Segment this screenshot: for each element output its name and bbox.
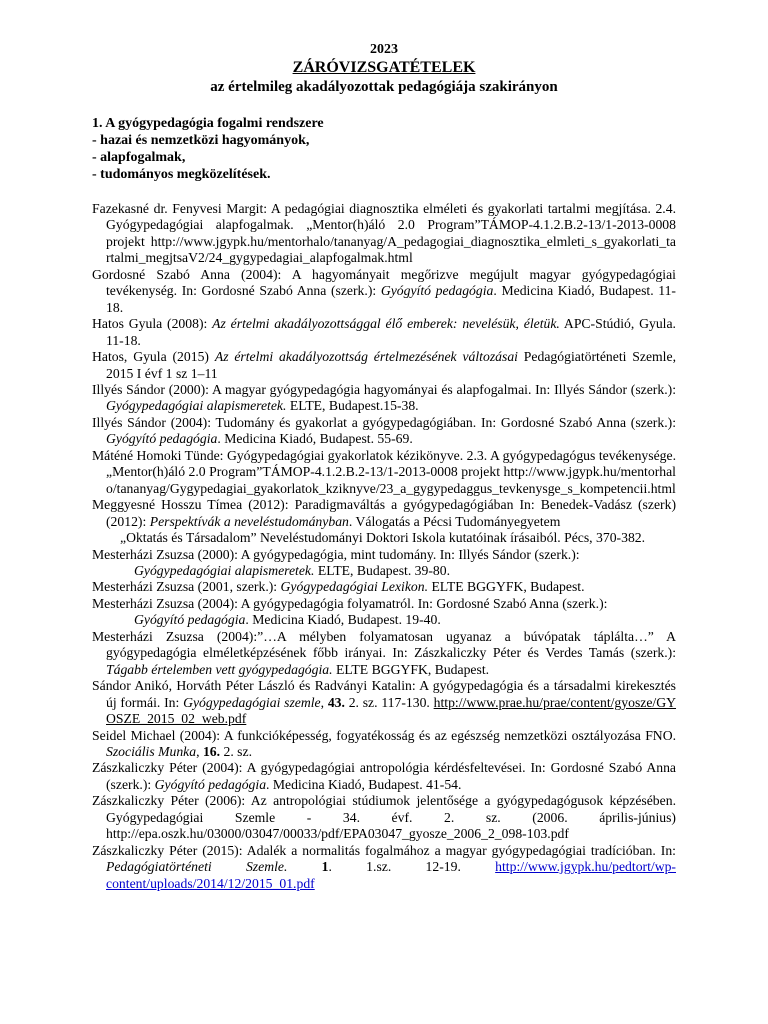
reference-volume: 43. [327, 694, 345, 710]
reference-text: Illyés Sándor (2004): Tudomány és gyakorlat a gyógypedagógiában. In: Gordosné Szabó Anna (szerk.): [92, 414, 676, 430]
reference-text: . Medicina Kiadó, Budapest. 11-18. [106, 283, 676, 315]
reference-text [287, 859, 321, 874]
reference-text: Mesterházi Zsuzsa (2000): A gyógypedagógia, mint tudomány. In: Illyés Sándor (szerk.): [92, 546, 580, 562]
reference-text: ELTE BGGYFK, Budapest. [428, 579, 585, 595]
topic-point: - tudományos megközelítések. [92, 167, 271, 182]
year-heading: 2023 [370, 42, 398, 57]
reference-entry [92, 382, 676, 415]
reference-text: Meggyesné Hosszu Tímea (2012): Paradigmaváltás a gyógypedagógiában In: Benedek-Vadász (szerk) (2012): [92, 497, 676, 529]
reference-text: . Válogatás a Pécsi Tudományegyetem [348, 513, 561, 529]
reference-text: Gordosné Szabó Anna (2004): A hagyományait megőrizve megújult magyar gyógypedagógiai tevékenység. In: Gordosné Szabó Anna (szerk.): [92, 266, 676, 299]
reference-text: . Medicina Kiadó, Budapest. 19-40. [245, 612, 441, 628]
reference-text: Hatos, Gyula (2015) [92, 349, 215, 365]
reference-source-title: Gyógyító pedagógia [380, 283, 494, 299]
reference-source-title: Gyógypedagógiai szemle [183, 694, 321, 710]
topic-block [92, 115, 676, 183]
reference-entry [92, 547, 676, 580]
reference-link[interactable]: http://www.jgypk.hu/pedtort/wp- [495, 859, 676, 875]
reference-entry [92, 843, 676, 892]
reference-source-title: Tágabb értelemben vett gyógypedagógia. [106, 661, 333, 677]
reference-text: ELTE BGGYFK, Budapest. [332, 661, 490, 677]
reference-text: Zászkaliczky Péter (2004): A gyógypedagógiai antropológia kérdésfeltevései. In: Gordosné Szabó Anna (szerk.): [92, 760, 676, 792]
reference-entry [92, 497, 676, 546]
reference-entry [92, 596, 676, 629]
reference-text: Hatos Gyula (2008): [92, 316, 213, 332]
reference-source-title: Gyógypedagógiai alapismeretek. [134, 562, 315, 578]
reference-text: Pedagógiatörténeti Szemle, 2015 I évf 1 sz 1–11 [106, 349, 676, 381]
reference-entry [92, 316, 676, 349]
reference-text: APC-Stúdió, Gyula. 11-18. [106, 316, 676, 348]
reference-text: Seidel Michael (2004): A funkcióképesség, fogyatékosság és az egészség nemzetközi osztályozása FNO. [92, 727, 676, 743]
reference-text: ELTE, Budapest. 39-80. [314, 562, 451, 578]
reference-entry [92, 760, 676, 793]
reference-text: 2. sz. 117-130. [344, 694, 434, 710]
reference-text: , [320, 694, 328, 710]
reference-source-title: Az értelmi akadályozottsággal élő emberek: nevelésük, életük. [212, 316, 560, 332]
topic-point: - hazai és nemzetközi hagyományok, [92, 133, 310, 148]
reference-text: Fazekasné dr. Fenyvesi Margit: A pedagógiai diagnosztika elméleti és gyakorlati tartalmi megjítása. 2.4. Gyógypedagógiai alapfogalmak. „Mentor(h)áló 2.0 Program”TÁMOP-4.1.2.B.2-13/1-2013-0008 projekt [92, 201, 676, 249]
reference-entry [92, 728, 676, 761]
reference-entry [92, 629, 676, 678]
reference-text: . 1.sz. 12-19. [328, 859, 496, 875]
reference-entry [92, 793, 676, 842]
reference-entry [92, 415, 676, 448]
reference-entry [92, 201, 676, 267]
reference-source-title: Gyógyító pedagógia [106, 431, 218, 447]
topic-title: 1. A gyógypedagógia fogalmi rendszere [92, 116, 324, 131]
reference-text: ELTE, Budapest.15-38. [286, 398, 419, 414]
reference-entry [92, 579, 676, 595]
reference-text: . Medicina Kiadó, Budapest. 55-69. [217, 431, 413, 447]
reference-entry [92, 349, 676, 382]
reference-text: Mesterházi Zsuzsa (2004):”…A mélyben folyamatosan ugyanaz a búvópatak táplálta…” A gyógypedagógia elméletképzésének főbb irányai. In: Zászkaliczky Péter és Verdes Tamás (szerk.): [92, 628, 676, 661]
reference-text: Mesterházi Zsuzsa (2001, szerk.): [92, 579, 281, 595]
reference-url: http://www.jgypk.hu/mentorhalo/tananyag/A_pedagogiai_diagnosztika_elmleti_s_gyakorlati_tartalmi_megjtsaV2/24_gygypedagiai_alapfogalmak.html [106, 233, 676, 266]
reference-source-title: Perspektívák a neveléstudományban [149, 513, 349, 529]
document-title: ZÁRÓVIZSGATÉTELEK [292, 59, 476, 76]
reference-list [92, 201, 676, 892]
reference-entry [92, 448, 676, 497]
topic-point: - alapfogalmak, [92, 150, 186, 165]
document-subtitle: az értelmileg akadályozottak pedagógiája szakirányon [210, 79, 558, 95]
reference-link[interactable]: content/uploads/2014/12/2015_01.pdf [106, 875, 315, 891]
reference-text: Illyés Sándor (2000): A magyar gyógypedagógia hagyományai és alapfogalmai. In: Illyés Sándor (szerk.): [92, 381, 676, 397]
reference-source-title: Gyógyító pedagógia [134, 612, 246, 628]
reference-text: Máténé Homoki Tünde: Gyógypedagógiai gyakorlatok kézikönyve. 2.3. A gyógypedagógus tevékenysége. „Mentor(h)áló 2.0 Program”TÁMOP-4.1.2.B.2-13/1-2013-0008 projekt [92, 447, 676, 480]
reference-source-title: Pedagógiatörténeti Szemle. [106, 859, 288, 875]
reference-url: http://www.prae.hu/prae/content/gyosze/GYOSZE_2015_02_web.pdf [106, 694, 677, 727]
reference-volume: 1 [321, 859, 329, 875]
reference-entry [92, 267, 676, 316]
reference-text: Mesterházi Zsuzsa (2004): A gyógypedagógia folyamatról. In: Gordosné Szabó Anna (szerk.): [92, 595, 608, 611]
reference-source-title: Gyógypedagógiai Lexikon. [280, 579, 429, 595]
reference-text: , [196, 743, 203, 759]
document-page [92, 40, 676, 892]
reference-text: . Medicina Kiadó, Budapest. 41-54. [266, 776, 462, 792]
reference-url: http://www.jgypk.hu/mentorhalo/tananyag/Gygypedagiai_gyakorlatok_kziknyve/23_a_gygypedaggus_tevkenysge_s_kompetencii.html [106, 464, 676, 496]
reference-source-title: Az értelmi akadályozottság értelmezésének változásai [214, 349, 518, 365]
reference-source-title: Gyógyító pedagógia [154, 776, 267, 792]
reference-text: Zászkaliczky Péter (2015): Adalék a normalitás fogalmához a magyar gyógypedagógiai tradícióban. In: [92, 842, 676, 858]
reference-text: Zászkaliczky Péter (2006): Az antropológiai stúdiumok jelentősége a gyógypedagógusok képzésében. Gyógypedagógiai Szemle - 34. évf. 2. sz. (2006. április-június) http://epa.oszk.hu/03000/03047/00033/pdf/EPA03047_gyosze_2006_2_098-103.pdf [92, 793, 676, 842]
reference-entry [92, 678, 676, 727]
reference-text: „Oktatás és Társadalom” Neveléstudományi Doktori Iskola kutatóinak írásaiból. Pécs, 370-382. [120, 530, 646, 546]
reference-source-title: Szociális Munka [106, 743, 197, 759]
reference-text: Sándor Anikó, Horváth Péter László és Radványi Katalin: A gyógypedagógia és a társadalmi kirekesztés új formái. In: [92, 678, 676, 710]
reference-text: 2. sz. [220, 743, 252, 759]
reference-source-title: Gyógypedagógiai alapismeretek. [106, 398, 287, 414]
reference-volume: 16. [202, 743, 221, 759]
